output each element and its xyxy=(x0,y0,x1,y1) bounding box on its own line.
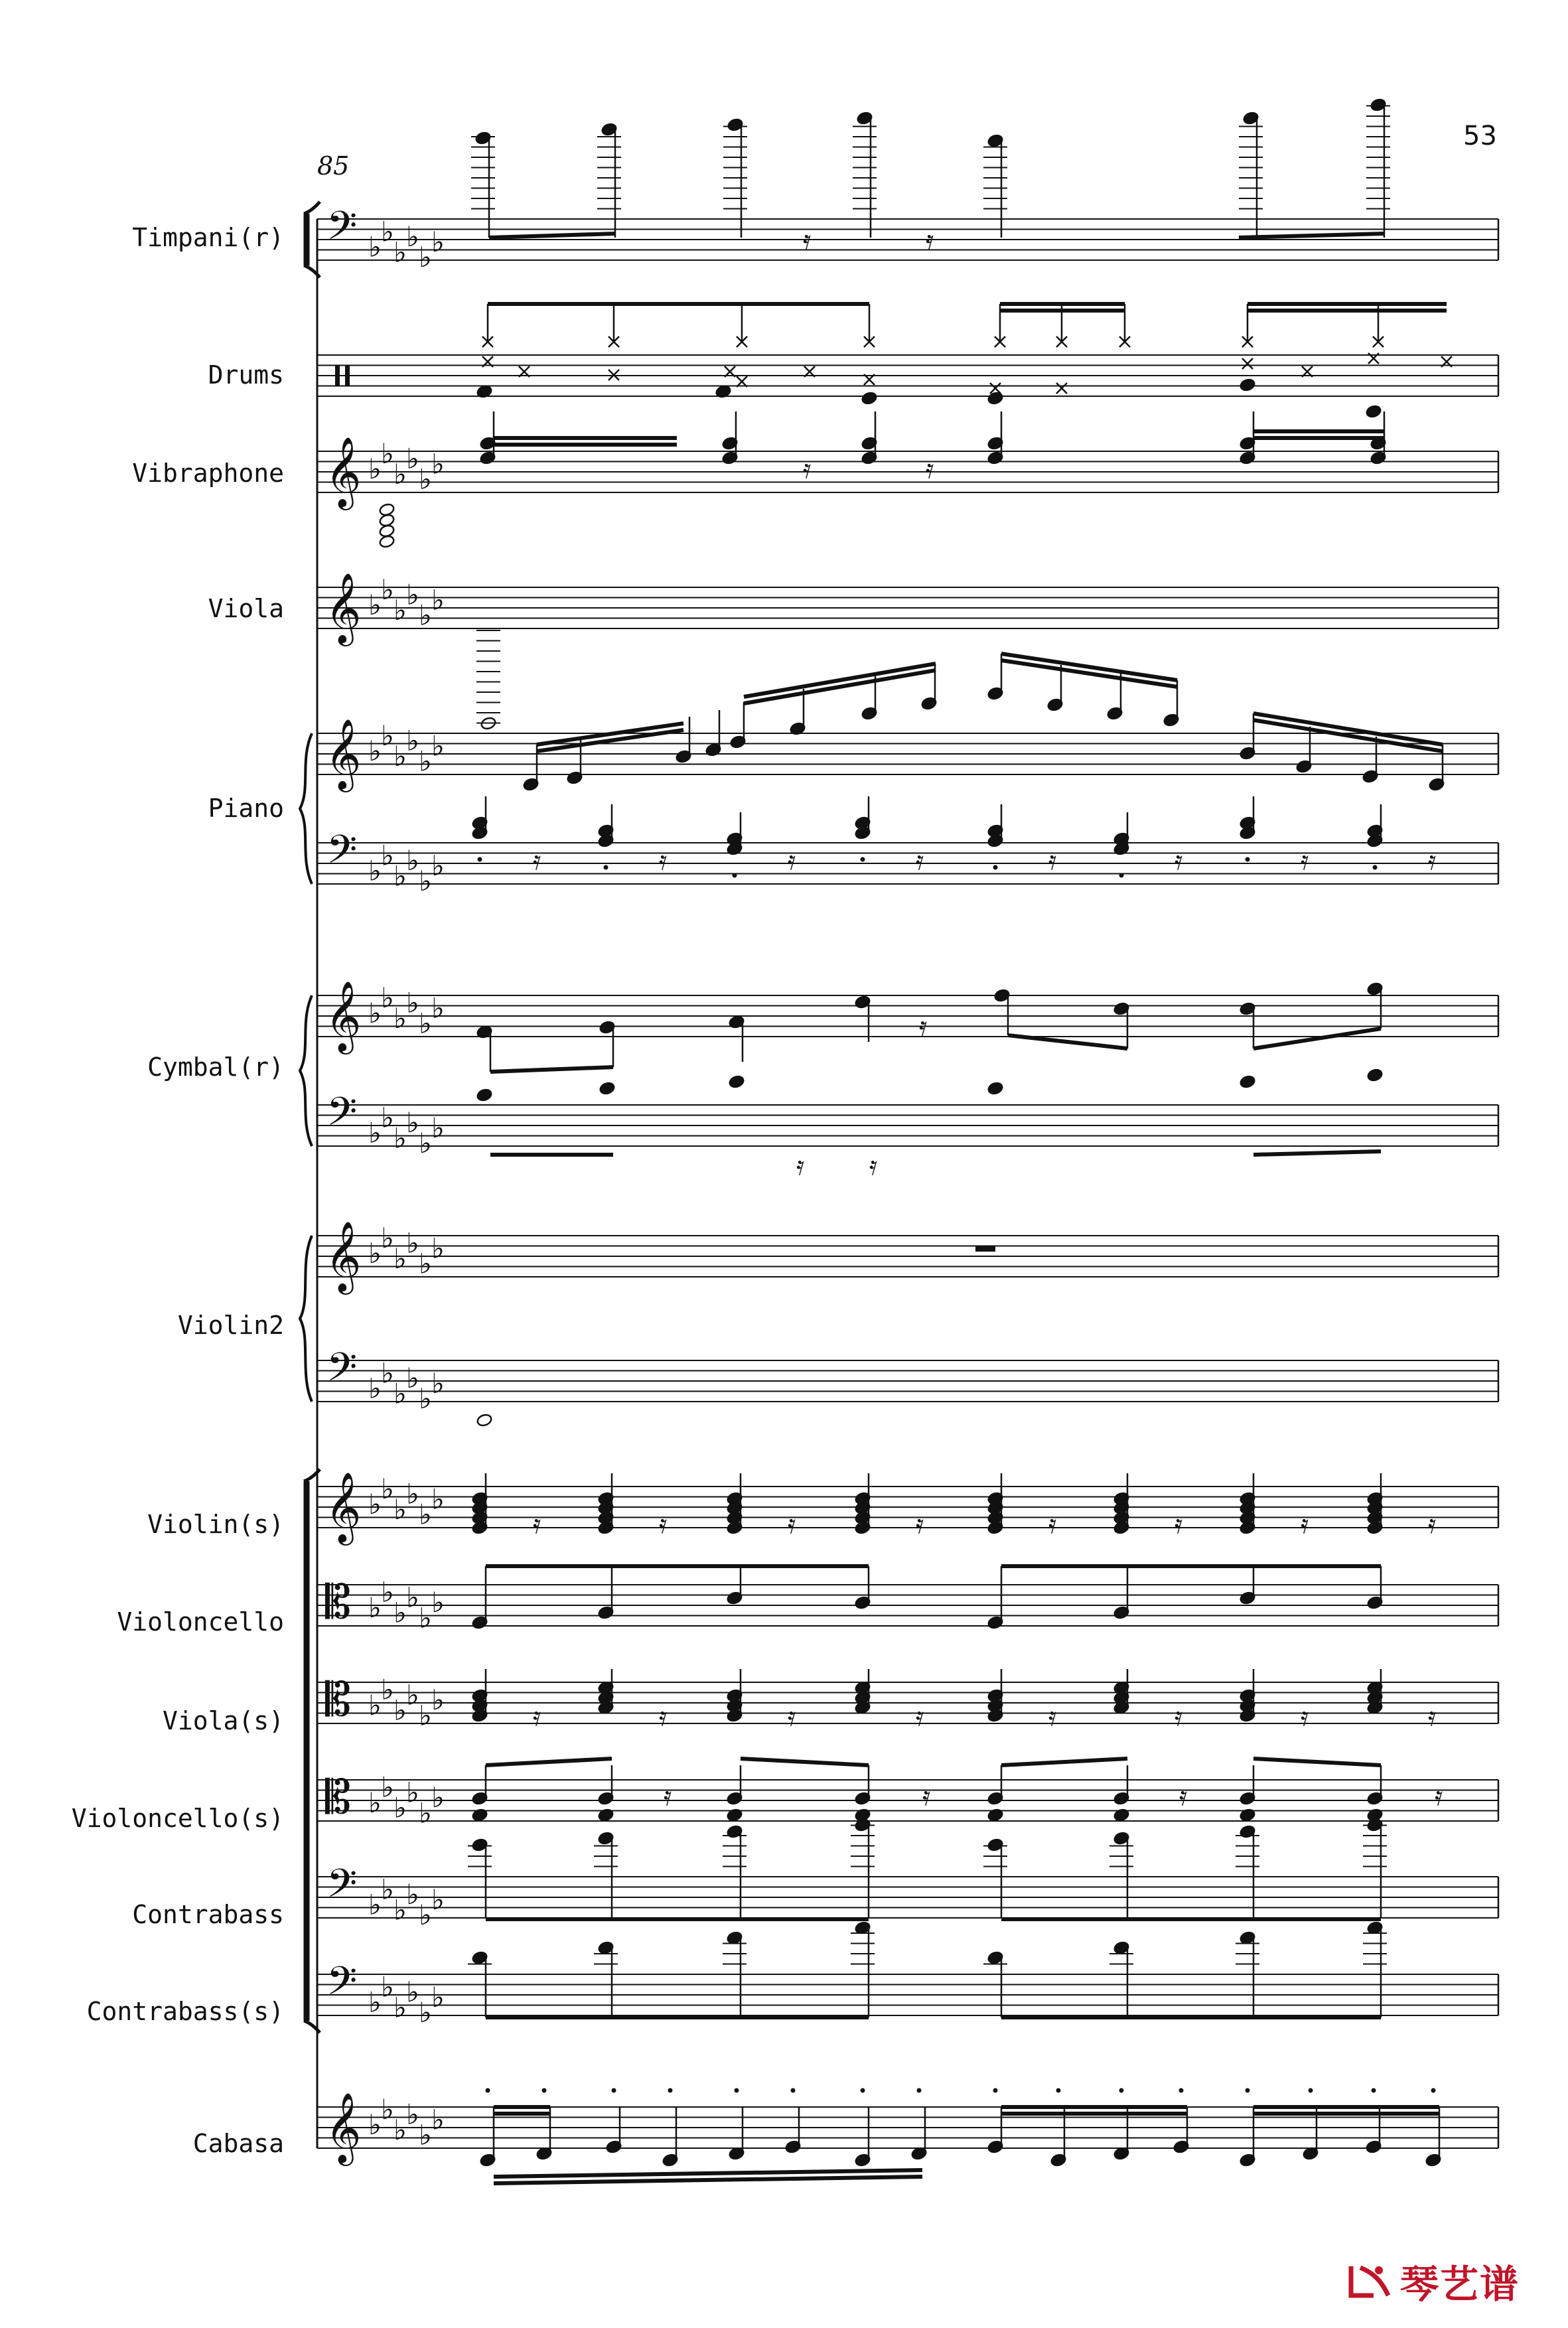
flat-icon: ♭ xyxy=(393,1991,407,2024)
flat-icon: ♭ xyxy=(393,236,407,269)
staccato-dot xyxy=(1372,2088,1376,2093)
instrument-label-cabasa: Cabasa xyxy=(192,2129,284,2158)
sixteenth-rest-icon: 𝄿 xyxy=(659,1702,668,1732)
staccato-dot xyxy=(791,2088,796,2093)
flat-icon: ♭ xyxy=(406,1106,419,1139)
flat-icon: ♭ xyxy=(431,1366,445,1400)
instrument-label-vibraphone: Vibraphone xyxy=(132,459,284,488)
flat-icon: ♭ xyxy=(419,1899,432,1931)
flat-icon: ♭ xyxy=(431,991,445,1025)
piano-rh-notes xyxy=(476,630,1445,792)
staccato-dot xyxy=(733,873,737,878)
staff-violin2-1 xyxy=(317,1344,1498,1415)
flat-icon: ♭ xyxy=(368,1591,382,1624)
flat-icon: ♭ xyxy=(406,220,419,253)
staccato-dot xyxy=(861,2088,865,2093)
cabasa-notes xyxy=(480,2088,1442,2184)
flat-icon: ♭ xyxy=(368,854,382,887)
instrument-label-violin2: Violin2 xyxy=(177,1311,284,1340)
flat-icon: ♭ xyxy=(381,1575,394,1609)
flat-icon: ♭ xyxy=(431,849,445,882)
sixteenth-rest-icon: 𝄿 xyxy=(926,225,934,255)
staff-violoncellos-0 xyxy=(317,1770,1498,1829)
sixteenth-rest-icon: 𝄿 xyxy=(916,1509,924,1540)
staccato-dot xyxy=(861,857,865,862)
flat-icon: ♭ xyxy=(368,589,382,621)
flat-icon: ♭ xyxy=(393,859,407,893)
contrabass-notes xyxy=(468,1818,1387,1919)
sixteenth-rest-icon: 𝄿 xyxy=(1428,1509,1437,1540)
sixteenth-rest-icon: 𝄿 xyxy=(1301,1702,1309,1732)
notehead xyxy=(987,1081,1004,1095)
flat-icon: ♭ xyxy=(431,447,445,480)
treble-clef-icon: 𝄞 xyxy=(325,572,362,643)
alto-clef-icon: 𝄡 xyxy=(325,1672,352,1727)
flat-icon: ♭ xyxy=(419,1382,432,1415)
flat-icon: ♭ xyxy=(406,1678,419,1711)
flat-icon: ♭ xyxy=(393,1377,407,1410)
flat-icon: ♭ xyxy=(381,1673,394,1706)
percussion-clef-icon xyxy=(335,365,340,386)
notehead xyxy=(861,391,878,405)
sixteenth-rest-icon: 𝄿 xyxy=(803,225,812,255)
flat-icon: ♭ xyxy=(431,1586,445,1619)
bass-clef-icon: 𝄢 xyxy=(326,1958,358,2013)
flat-icon: ♭ xyxy=(419,1127,432,1159)
beam xyxy=(744,664,936,697)
contrabasses-notes xyxy=(468,1921,1387,2017)
staccato-dot xyxy=(1246,2088,1250,2093)
instrument-label-contrabasses: Contrabass(s) xyxy=(86,1997,284,2026)
notehead xyxy=(1366,404,1382,418)
treble-clef-icon: 𝄞 xyxy=(325,1471,362,1542)
staccato-dot xyxy=(486,2088,490,2093)
staff-cymbal-1 xyxy=(317,1088,1498,1159)
treble-clef-icon: 𝄞 xyxy=(325,980,362,1051)
bass-clef-icon: 𝄢 xyxy=(326,1860,358,1916)
flat-icon: ♭ xyxy=(381,1221,394,1254)
instrument-label-violoncello: Violoncello xyxy=(117,1607,284,1637)
flat-icon: ♭ xyxy=(368,997,382,1029)
whole-rest-icon xyxy=(975,1246,995,1252)
flat-icon: ♭ xyxy=(381,1771,394,1804)
flat-icon: ♭ xyxy=(393,593,407,626)
sixteenth-rest-icon: 𝄿 xyxy=(788,1702,796,1732)
flat-icon: ♭ xyxy=(406,1878,419,1911)
flat-icon: ♭ xyxy=(393,1694,407,1727)
flat-icon: ♭ xyxy=(431,1232,445,1265)
beam xyxy=(1253,713,1443,745)
sixteenth-rest-icon: 𝄿 xyxy=(788,845,796,876)
cymbal-notes xyxy=(476,982,1384,1181)
violas-notes xyxy=(472,1669,1437,1732)
staccato-dot xyxy=(612,2088,616,2093)
staccato-dot xyxy=(1119,873,1124,878)
drums-notes xyxy=(476,304,1452,419)
flat-icon: ♭ xyxy=(393,1893,407,1927)
beam xyxy=(1253,720,1443,751)
bass-clef-icon: 𝄢 xyxy=(326,1088,358,1144)
sixteenth-rest-icon: 𝄿 xyxy=(1301,845,1309,876)
staff-violins-0 xyxy=(317,1471,1498,1546)
flat-icon: ♭ xyxy=(431,583,445,617)
bracket-timpani xyxy=(304,202,320,214)
staccato-dot xyxy=(1246,857,1250,862)
instrument-label-violas: Viola(s) xyxy=(162,1706,284,1735)
flat-icon: ♭ xyxy=(381,2092,394,2126)
staccato-dot xyxy=(993,2088,998,2093)
flat-icon: ♭ xyxy=(431,729,445,763)
flat-icon: ♭ xyxy=(368,1116,382,1149)
sixteenth-rest-icon: 𝄿 xyxy=(803,454,812,484)
flat-icon: ♭ xyxy=(368,1237,382,1270)
staccato-dot xyxy=(604,865,608,870)
flat-icon: ♭ xyxy=(419,241,432,273)
sixteenth-rest-icon: 𝄿 xyxy=(533,1509,541,1540)
measure-number: 85 xyxy=(317,151,350,181)
staccato-dot xyxy=(1373,865,1378,870)
flat-icon: ♭ xyxy=(431,1684,445,1716)
staccato-dot xyxy=(1179,2088,1184,2093)
sixteenth-rest-icon: 𝄿 xyxy=(1175,845,1183,876)
sixteenth-rest-icon: 𝄿 xyxy=(922,1781,931,1812)
x-notehead xyxy=(990,383,1001,394)
flat-icon: ♭ xyxy=(381,1101,394,1134)
flat-icon: ♭ xyxy=(381,215,394,248)
flat-icon: ♭ xyxy=(393,1001,407,1035)
flat-icon: ♭ xyxy=(419,1601,432,1635)
notehead xyxy=(987,391,1004,405)
notehead xyxy=(379,534,395,548)
flat-icon: ♭ xyxy=(393,739,407,772)
staccato-dot xyxy=(1309,2088,1313,2093)
sixteenth-rest-icon: 𝄿 xyxy=(916,845,924,876)
beam xyxy=(1253,1759,1381,1765)
flat-icon: ♭ xyxy=(406,1976,419,2008)
flat-icon: ♭ xyxy=(393,1242,407,1275)
staff-drums-0 xyxy=(317,355,1498,396)
beam xyxy=(741,1759,869,1765)
sixteenth-rest-icon: 𝄿 xyxy=(1048,845,1057,876)
vibraphone-notes xyxy=(379,411,1387,549)
beam xyxy=(490,1067,613,1072)
flat-icon: ♭ xyxy=(368,1372,382,1405)
flat-icon: ♭ xyxy=(393,1122,407,1155)
sixteenth-rest-icon: 𝄿 xyxy=(1179,1781,1188,1812)
alto-clef-icon: 𝄡 xyxy=(325,1770,352,1824)
flat-icon: ♭ xyxy=(368,1986,382,2019)
flat-icon: ♭ xyxy=(431,1781,445,1814)
beam xyxy=(1239,234,1384,238)
instrument-label-violoncellos: Violoncello(s) xyxy=(71,1804,284,1833)
treble-clef-icon: 𝄞 xyxy=(325,436,362,507)
beam xyxy=(1001,1759,1127,1765)
bass-clef-icon: 𝄢 xyxy=(326,202,358,258)
flat-icon: ♭ xyxy=(419,1796,432,1830)
notehead xyxy=(1240,1074,1256,1088)
flat-icon: ♭ xyxy=(368,1688,382,1721)
staccato-dot xyxy=(478,857,482,862)
flat-icon: ♭ xyxy=(419,2118,432,2151)
flat-icon: ♭ xyxy=(393,1492,407,1526)
sixteenth-rest-icon: 𝄿 xyxy=(659,1509,668,1540)
staff-viola-0 xyxy=(317,572,1498,646)
instrument-label-drums: Drums xyxy=(208,360,284,390)
percussion-clef-icon xyxy=(345,365,350,386)
flat-icon: ♭ xyxy=(381,839,394,872)
flat-icon: ♭ xyxy=(393,1791,407,1824)
treble-clef-icon: 𝄞 xyxy=(325,1220,362,1291)
sixteenth-rest-icon: 𝄿 xyxy=(1301,1509,1309,1540)
flat-icon: ♭ xyxy=(406,1226,419,1260)
notehead xyxy=(599,1081,616,1095)
flat-icon: ♭ xyxy=(431,1883,445,1916)
sixteenth-rest-icon: 𝄿 xyxy=(664,1781,672,1812)
page-number: 53 xyxy=(1463,121,1497,151)
notehead xyxy=(1240,378,1256,392)
flat-icon: ♭ xyxy=(406,442,419,475)
staccato-dot xyxy=(735,2088,739,2093)
beam xyxy=(1001,660,1177,687)
piano-lh-notes xyxy=(472,796,1437,878)
flat-icon: ♭ xyxy=(381,573,394,606)
beam xyxy=(1253,1029,1381,1049)
flat-icon: ♭ xyxy=(406,2098,419,2131)
timpani-notes xyxy=(471,98,1390,255)
instrument-label-cymbal: Cymbal(r) xyxy=(147,1053,284,1082)
flat-icon: ♭ xyxy=(419,1498,432,1531)
flat-icon: ♭ xyxy=(381,1472,394,1505)
flat-icon: ♭ xyxy=(431,225,445,258)
staff-cymbal-0 xyxy=(317,980,1498,1055)
flat-icon: ♭ xyxy=(368,735,382,767)
flat-icon: ♭ xyxy=(406,1362,419,1394)
staff-violoncello-0 xyxy=(317,1575,1498,1634)
sixteenth-rest-icon: 𝄿 xyxy=(869,1151,878,1181)
alto-clef-icon: 𝄡 xyxy=(325,1575,352,1629)
flat-icon: ♭ xyxy=(406,1581,419,1614)
sixteenth-rest-icon: 𝄿 xyxy=(1048,1702,1057,1732)
flat-icon: ♭ xyxy=(406,1776,419,1809)
flat-icon: ♭ xyxy=(419,1247,432,1280)
instrument-label-timpani: Timpani(r) xyxy=(132,223,284,252)
flat-icon: ♭ xyxy=(419,599,432,632)
flat-icon: ♭ xyxy=(419,1996,432,2029)
flat-icon: ♭ xyxy=(406,1477,419,1510)
violoncello-notes xyxy=(472,1566,1384,1630)
flat-icon: ♭ xyxy=(368,1488,382,1520)
sixteenth-rest-icon: 𝄿 xyxy=(788,1509,796,1540)
x-notehead xyxy=(1242,358,1253,369)
beam xyxy=(1001,654,1177,680)
flat-icon: ♭ xyxy=(406,844,419,877)
flat-icon: ♭ xyxy=(381,1970,394,2003)
flat-icon: ♭ xyxy=(393,1596,407,1629)
instrument-label-piano: Piano xyxy=(208,794,284,823)
flat-icon: ♭ xyxy=(381,437,394,470)
brace-icon xyxy=(300,733,312,884)
flat-icon: ♭ xyxy=(406,724,419,757)
sixteenth-rest-icon: 𝄿 xyxy=(1175,1702,1183,1732)
sixteenth-rest-icon: 𝄿 xyxy=(1175,1509,1183,1540)
bass-clef-icon: 𝄢 xyxy=(326,826,358,882)
flat-icon: ♭ xyxy=(419,865,432,897)
flat-icon: ♭ xyxy=(431,1483,445,1516)
sixteenth-rest-icon: 𝄿 xyxy=(796,1151,805,1181)
brace-icon xyxy=(300,1236,312,1402)
flat-icon: ♭ xyxy=(406,986,419,1019)
staff-violas-0 xyxy=(317,1672,1498,1731)
notehead xyxy=(476,1088,493,1102)
bass-clef-icon: 𝄢 xyxy=(326,1344,358,1400)
staff-piano-1 xyxy=(317,826,1498,897)
watermark-text: 琴艺谱 xyxy=(1400,2262,1520,2307)
flat-icon: ♭ xyxy=(419,745,432,778)
flat-icon: ♭ xyxy=(431,1980,445,2013)
instrument-label-contrabass: Contrabass xyxy=(132,1900,284,1929)
sixteenth-rest-icon: 𝄿 xyxy=(916,1702,924,1732)
instrument-label-violins: Violin(s) xyxy=(147,1510,284,1539)
flat-icon: ♭ xyxy=(368,230,382,263)
flat-icon: ♭ xyxy=(431,2103,445,2136)
flat-icon: ♭ xyxy=(368,1786,382,1819)
flat-icon: ♭ xyxy=(419,1699,432,1732)
staff-violin2-0 xyxy=(317,1220,1498,1295)
staccato-dot xyxy=(1056,2088,1061,2093)
sixteenth-rest-icon: 𝄿 xyxy=(533,1702,541,1732)
flat-icon: ♭ xyxy=(381,719,394,752)
beam xyxy=(489,234,615,238)
notehead xyxy=(1367,1068,1384,1082)
flat-icon: ♭ xyxy=(431,1111,445,1144)
sixteenth-rest-icon: 𝄿 xyxy=(1428,845,1437,876)
staccato-dot xyxy=(1119,2088,1124,2093)
notehead xyxy=(729,1074,745,1088)
staccato-dot xyxy=(993,865,998,870)
beam xyxy=(1253,1151,1381,1155)
sixteenth-rest-icon: 𝄿 xyxy=(1048,1509,1057,1540)
staccato-dot xyxy=(917,2088,922,2093)
staccato-dot xyxy=(542,2088,547,2093)
watermark-logo xyxy=(1347,2253,1520,2309)
notehead xyxy=(476,1413,493,1427)
brace-icon xyxy=(300,995,312,1146)
sixteenth-rest-icon: 𝄿 xyxy=(926,454,934,484)
instrument-label-viola: Viola xyxy=(208,594,284,623)
flat-icon: ♭ xyxy=(393,457,407,490)
sixteenth-rest-icon: 𝄿 xyxy=(919,1011,928,1042)
sixteenth-rest-icon: 𝄿 xyxy=(1435,1781,1443,1812)
beam xyxy=(486,1759,612,1765)
treble-clef-icon: 𝄞 xyxy=(325,2092,362,2163)
flat-icon: ♭ xyxy=(381,981,394,1014)
staccato-dot xyxy=(1431,2088,1436,2093)
treble-clef-icon: 𝄞 xyxy=(325,718,362,789)
sixteenth-rest-icon: 𝄿 xyxy=(1428,1702,1437,1732)
violin2-notes xyxy=(476,1246,995,1427)
flat-icon: ♭ xyxy=(406,578,419,611)
flat-icon: ♭ xyxy=(393,2113,407,2146)
flat-icon: ♭ xyxy=(381,1873,394,1906)
flat-icon: ♭ xyxy=(419,1007,432,1040)
staccato-dot xyxy=(668,2088,673,2093)
flat-icon: ♭ xyxy=(381,1356,394,1390)
flat-icon: ♭ xyxy=(368,2108,382,2141)
watermark-icon xyxy=(1347,2261,1393,2301)
sixteenth-rest-icon: 𝄿 xyxy=(659,845,668,876)
flat-icon: ♭ xyxy=(419,463,432,496)
beam xyxy=(744,670,936,703)
flat-icon: ♭ xyxy=(368,453,382,485)
x-notehead xyxy=(1056,383,1067,394)
flat-icon: ♭ xyxy=(368,1888,382,1921)
sixteenth-rest-icon: 𝄿 xyxy=(533,845,541,876)
